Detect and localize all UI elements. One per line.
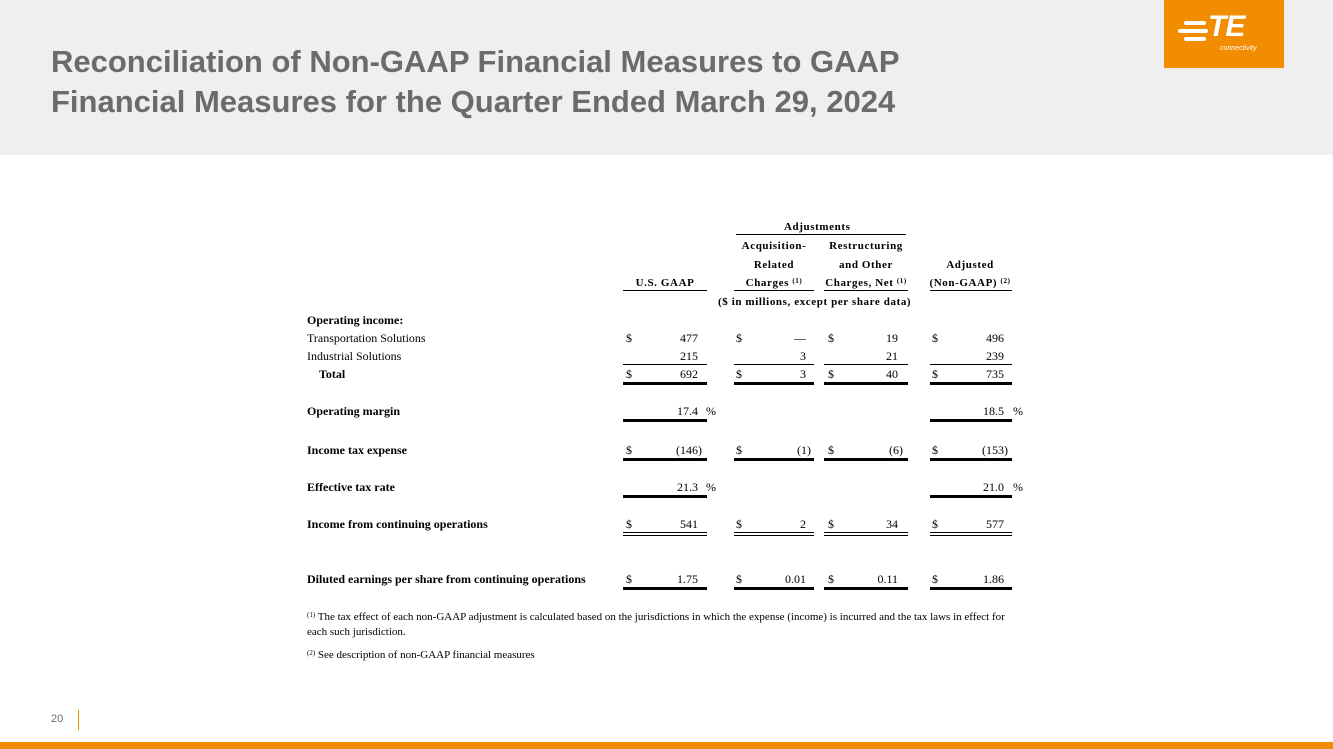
- page-number: 20: [51, 713, 64, 725]
- cell-adj: 18.5: [983, 404, 1004, 418]
- cell-adj: 1.86: [983, 572, 1004, 586]
- dollar-sign: $: [736, 367, 742, 381]
- dollar-sign: $: [828, 367, 834, 381]
- subtotal-rule: [734, 364, 814, 365]
- cell-acq: 3: [800, 349, 806, 363]
- total-double-rule: [734, 382, 814, 385]
- cell-restr: 34: [886, 517, 898, 531]
- dollar-sign: $: [828, 572, 834, 586]
- dollar-sign: $: [932, 517, 938, 531]
- double-rule-top: [824, 532, 908, 533]
- row-label: Income tax expense: [307, 443, 407, 457]
- percent-sign: %: [1013, 480, 1023, 494]
- col-adj-l2: (Non-GAAP) $^{(2)}$: [929, 277, 1011, 289]
- row-label: Effective tax rate: [307, 480, 395, 494]
- cell-gaap: 477: [680, 331, 698, 345]
- subtotal-rule: [623, 364, 707, 365]
- col-acq-rule: [734, 290, 814, 291]
- double-rule-bottom: [824, 535, 908, 536]
- double-rule: [623, 495, 707, 498]
- col-adj-l1: Adjusted: [946, 259, 994, 271]
- col-acq-l2: Related: [753, 259, 795, 271]
- footnote-2: $^{(2)}$ See description of non-GAAP financial measures: [307, 649, 535, 661]
- col-acq-l1: Acquisition-: [741, 240, 807, 252]
- cell-restr: 40: [886, 367, 898, 381]
- dollar-sign: $: [626, 443, 632, 457]
- title-line-1: Reconciliation of Non-GAAP Financial Measures to GAAP: [51, 44, 900, 79]
- dollar-sign: $: [932, 331, 938, 345]
- cell-adj: 21.0: [983, 480, 1004, 494]
- double-rule-top: [734, 532, 814, 533]
- dollar-sign: $: [626, 517, 632, 531]
- te-connectivity-logo: [1164, 0, 1284, 68]
- dollar-sign: $: [932, 443, 938, 457]
- double-rule: [930, 419, 1012, 422]
- dollar-sign: $: [932, 572, 938, 586]
- double-rule: [824, 587, 908, 590]
- row-label: Operating margin: [307, 404, 400, 418]
- subtotal-rule: [824, 364, 908, 365]
- cell-gaap: 692: [680, 367, 698, 381]
- page-number-divider: [78, 710, 79, 730]
- percent-sign: %: [1013, 404, 1023, 418]
- dollar-sign: $: [828, 331, 834, 345]
- dollar-sign: $: [626, 331, 632, 345]
- dollar-sign: $: [828, 517, 834, 531]
- double-rule: [734, 458, 814, 461]
- row-label: Industrial Solutions: [307, 349, 402, 363]
- double-rule-top: [623, 532, 707, 533]
- double-rule: [930, 495, 1012, 498]
- col-acq-l3: Charges $^{(1)}$: [745, 277, 803, 289]
- col-restr-l1: Restructuring: [829, 240, 903, 252]
- row-label: Transportation Solutions: [307, 331, 426, 345]
- col-gaap-rule: [623, 290, 707, 291]
- row-label: Total: [319, 367, 346, 381]
- cell-acq: 0.01: [785, 572, 806, 586]
- logo-bars-icon: [1178, 21, 1208, 43]
- col-restr-rule: [824, 290, 908, 291]
- double-rule: [623, 419, 707, 422]
- total-double-rule: [930, 382, 1012, 385]
- cell-gaap: 21.3: [677, 480, 698, 494]
- col-adj-rule: [930, 290, 1012, 291]
- col-restr-l3: Charges, Net $^{(1)}$: [825, 277, 907, 289]
- cell-restr: (6): [889, 443, 903, 457]
- title-line-2: Financial Measures for the Quarter Ended March 29, 2024: [51, 84, 896, 119]
- row-label: Diluted earnings per share from continuing operations: [307, 572, 586, 586]
- cell-restr: 0.11: [877, 572, 898, 586]
- subtotal-rule: [930, 364, 1012, 365]
- cell-adj: 239: [986, 349, 1004, 363]
- total-double-rule: [824, 382, 908, 385]
- dollar-sign: $: [736, 572, 742, 586]
- cell-adj: 496: [986, 331, 1004, 345]
- double-rule-bottom: [623, 535, 707, 536]
- cell-gaap: 1.75: [677, 572, 698, 586]
- cell-restr: 19: [886, 331, 898, 345]
- cell-adj: 735: [986, 367, 1004, 381]
- col-restr-l2: and Other: [839, 259, 893, 271]
- percent-sign: %: [706, 404, 716, 418]
- page-title: [51, 42, 900, 122]
- cell-restr: 21: [886, 349, 898, 363]
- dollar-sign: $: [736, 517, 742, 531]
- col-gaap: U.S. GAAP: [635, 277, 695, 289]
- footnote-1: $^{(1)}$ The tax effect of each non-GAAP adjustment is calculated based on the jurisdictions in which the expense (income) is incurred and the tax laws in effect for each such jurisdiction.: [307, 611, 1005, 638]
- dollar-sign: $: [626, 367, 632, 381]
- cell-gaap: 215: [680, 349, 698, 363]
- double-rule-bottom: [734, 535, 814, 536]
- double-rule-top: [930, 532, 1012, 533]
- adjustments-header: Adjustments: [784, 221, 851, 233]
- cell-adj: (153): [982, 443, 1008, 457]
- cell-acq: (1): [797, 443, 811, 457]
- double-rule: [930, 587, 1012, 590]
- double-rule: [824, 458, 908, 461]
- dollar-sign: $: [626, 572, 632, 586]
- cell-gaap: 541: [680, 517, 698, 531]
- double-rule-bottom: [930, 535, 1012, 536]
- dollar-sign: $: [932, 367, 938, 381]
- dollar-sign: $: [828, 443, 834, 457]
- cell-acq: —: [794, 331, 806, 345]
- cell-acq: 2: [800, 517, 806, 531]
- cell-gaap: (146): [676, 443, 702, 457]
- dollar-sign: $: [736, 443, 742, 457]
- adjustments-rule: [736, 234, 906, 235]
- units-note: ($ in millions, except per share data): [718, 296, 912, 308]
- cell-gaap: 17.4: [677, 404, 698, 418]
- footer-accent-bar: [0, 742, 1333, 749]
- cell-adj: 577: [986, 517, 1004, 531]
- logo-tagline: connectivity: [1220, 45, 1257, 52]
- double-rule: [734, 587, 814, 590]
- dollar-sign: $: [736, 331, 742, 345]
- logo-brand: TE: [1208, 10, 1245, 43]
- cell-acq: 3: [800, 367, 806, 381]
- double-rule: [930, 458, 1012, 461]
- row-label: Income from continuing operations: [307, 517, 488, 531]
- double-rule: [623, 458, 707, 461]
- section-operating-income: Operating income:: [307, 313, 404, 327]
- total-double-rule: [623, 382, 707, 385]
- double-rule: [623, 587, 707, 590]
- percent-sign: %: [706, 480, 716, 494]
